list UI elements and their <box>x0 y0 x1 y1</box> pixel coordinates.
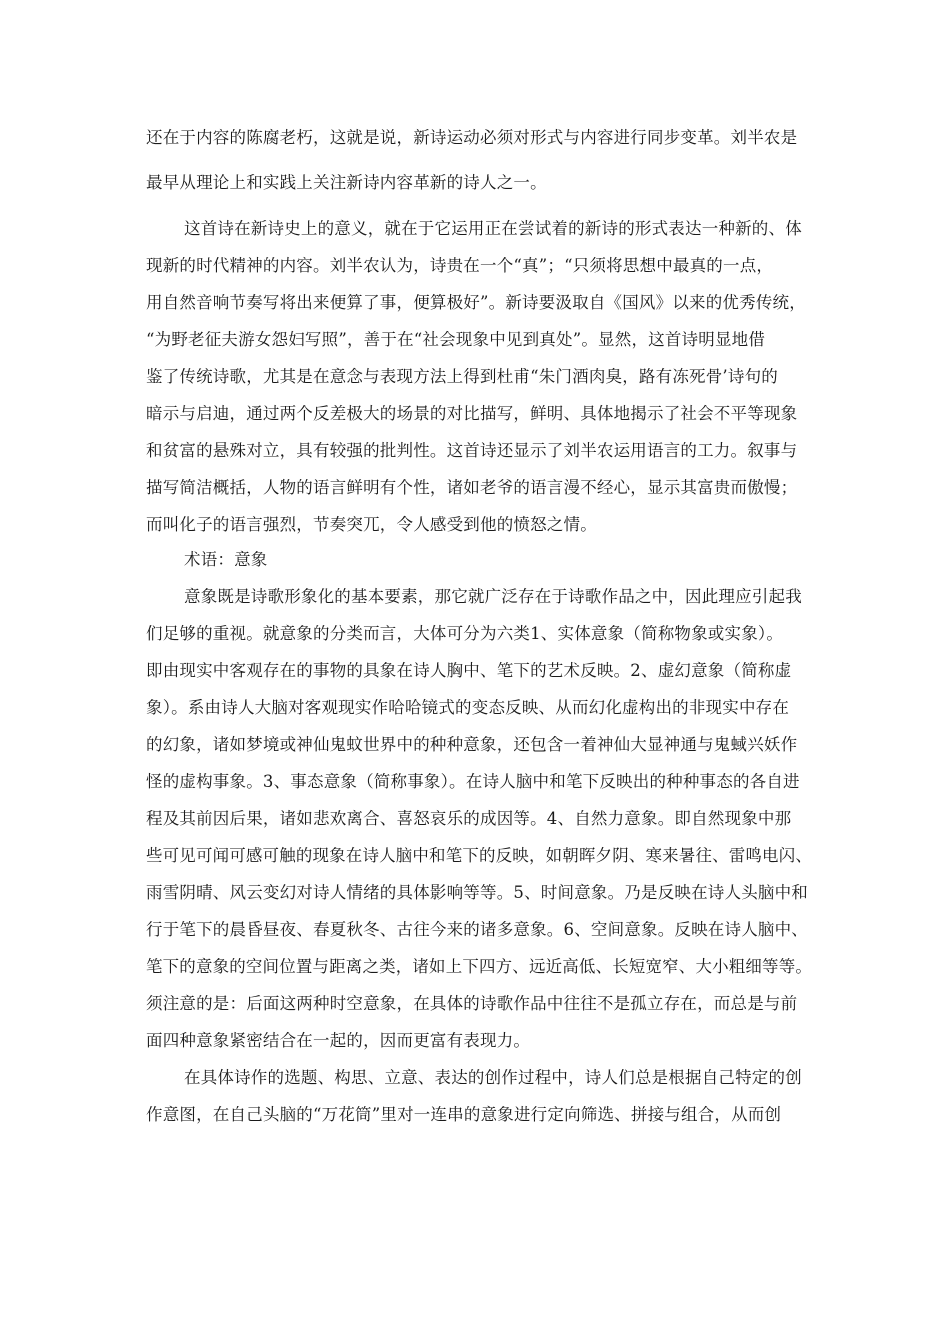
text-line: 的幻象，诸如梦境或神仙鬼蚊世界中的种种意象，还包含一着神仙大显神通与鬼蜮兴妖作 <box>146 735 798 754</box>
text-line: 雨雪阴晴、风云变幻对诗人情绪的具体影响等等。5、时间意象。乃是反映在诗人头脑中和 <box>146 883 808 902</box>
text-line: 须注意的是：后面这两种时空意象，在具体的诗歌作品中往往不是孤立存在，而总是与前 <box>146 994 798 1013</box>
text-line: 作意图，在自己头脑的“万花筒”里对一连串的意象进行定向筛选、拼接与组合，从而创 <box>146 1105 782 1124</box>
text-line: 们足够的重视。就意象的分类而言，大体可分为六类1、实体意象（简称物象或实象）。 <box>146 624 784 643</box>
text-line: 即由现实中客观存在的事物的具象在诗人胸中、笔下的艺术反映。2、虚幻意象（简称虚 <box>146 661 792 680</box>
text-line: 象）。系由诗人大脑对客观现实作哈哈镜式的变态反映、从而幻化虚构出的非现实中存在 <box>146 698 790 717</box>
term-heading: 术语：意象 <box>184 550 268 569</box>
text-line: 些可见可闻可感可触的现象在诗人脑中和笔下的反映，如朝晖夕阴、寒来暑往、雷鸣电闪、 <box>146 846 812 865</box>
text-line: 用自然音响节奏写将出来便算了事，便算极好”。新诗要汲取自《国风》以来的优秀传统， <box>146 293 806 312</box>
text-line: 暗示与启迪，通过两个反差极大的场景的对比描写，鲜明、具体地揭示了社会不平等现象 <box>146 404 798 423</box>
text-line: “为野老征夫游女怨妇写照”，善于在“社会现象中见到真处”。显然，这首诗明显地借 <box>146 330 766 349</box>
paragraph-first-line: 在具体诗作的选题、构思、立意、表达的创作过程中，诗人们总是根据自己特定的创 <box>184 1068 802 1087</box>
text-line: 程及其前因后果，诸如悲欢离合、喜怒哀乐的成因等。4、自然力意象。即自然现象中那 <box>146 809 792 828</box>
paragraph-first-line: 意象既是诗歌形象化的基本要素，那它就广泛存在于诗歌作品之中，因此理应引起我 <box>184 587 802 606</box>
text-line: 还在于内容的陈腐老朽，这就是说，新诗运动必须对形式与内容进行同步变革。刘半农是 <box>146 128 798 147</box>
text-line: 行于笔下的晨昏昼夜、春夏秋冬、古往今来的诸多意象。6、空间意象。反映在诗人脑中、 <box>146 920 808 939</box>
text-line: 最早从理论上和实践上关注新诗内容革新的诗人之一。 <box>146 173 547 192</box>
text-line: 笔下的意象的空间位置与距离之类，诸如上下四方、远近高低、长短宽窄、大小粗细等等。 <box>146 957 812 976</box>
paragraph-first-line: 这首诗在新诗史上的意义，就在于它运用正在尝试着的新诗的形式表达一种新的、体 <box>184 219 802 238</box>
text-line: 面四种意象紧密结合在一起的，因而更富有表现力。 <box>146 1031 531 1050</box>
text-line: 描写简洁概括，人物的语言鲜明有个性，诸如老爷的语言漫不经心，显示其富贵而傲慢； <box>146 478 798 497</box>
text-line: 怪的虚构事象。3、事态意象（简称事象）。在诗人脑中和笔下反映出的种种事态的各自进 <box>146 772 800 791</box>
text-line: 鉴了传统诗歌，尤其是在意念与表现方法上得到杜甫“朱门酒肉臭，路有冻死骨’诗句的 <box>146 367 778 386</box>
text-line: 而叫化子的语言强烈，节奏突兀，令人感受到他的愤怒之情。 <box>146 515 597 534</box>
text-line: 和贫富的悬殊对立，具有较强的批判性。这首诗还显示了刘半农运用语言的工力。叙事与 <box>146 441 798 460</box>
text-line: 现新的时代精神的内容。刘半农认为，诗贵在一个“真”；“只须将思想中最真的一点， <box>146 256 774 275</box>
